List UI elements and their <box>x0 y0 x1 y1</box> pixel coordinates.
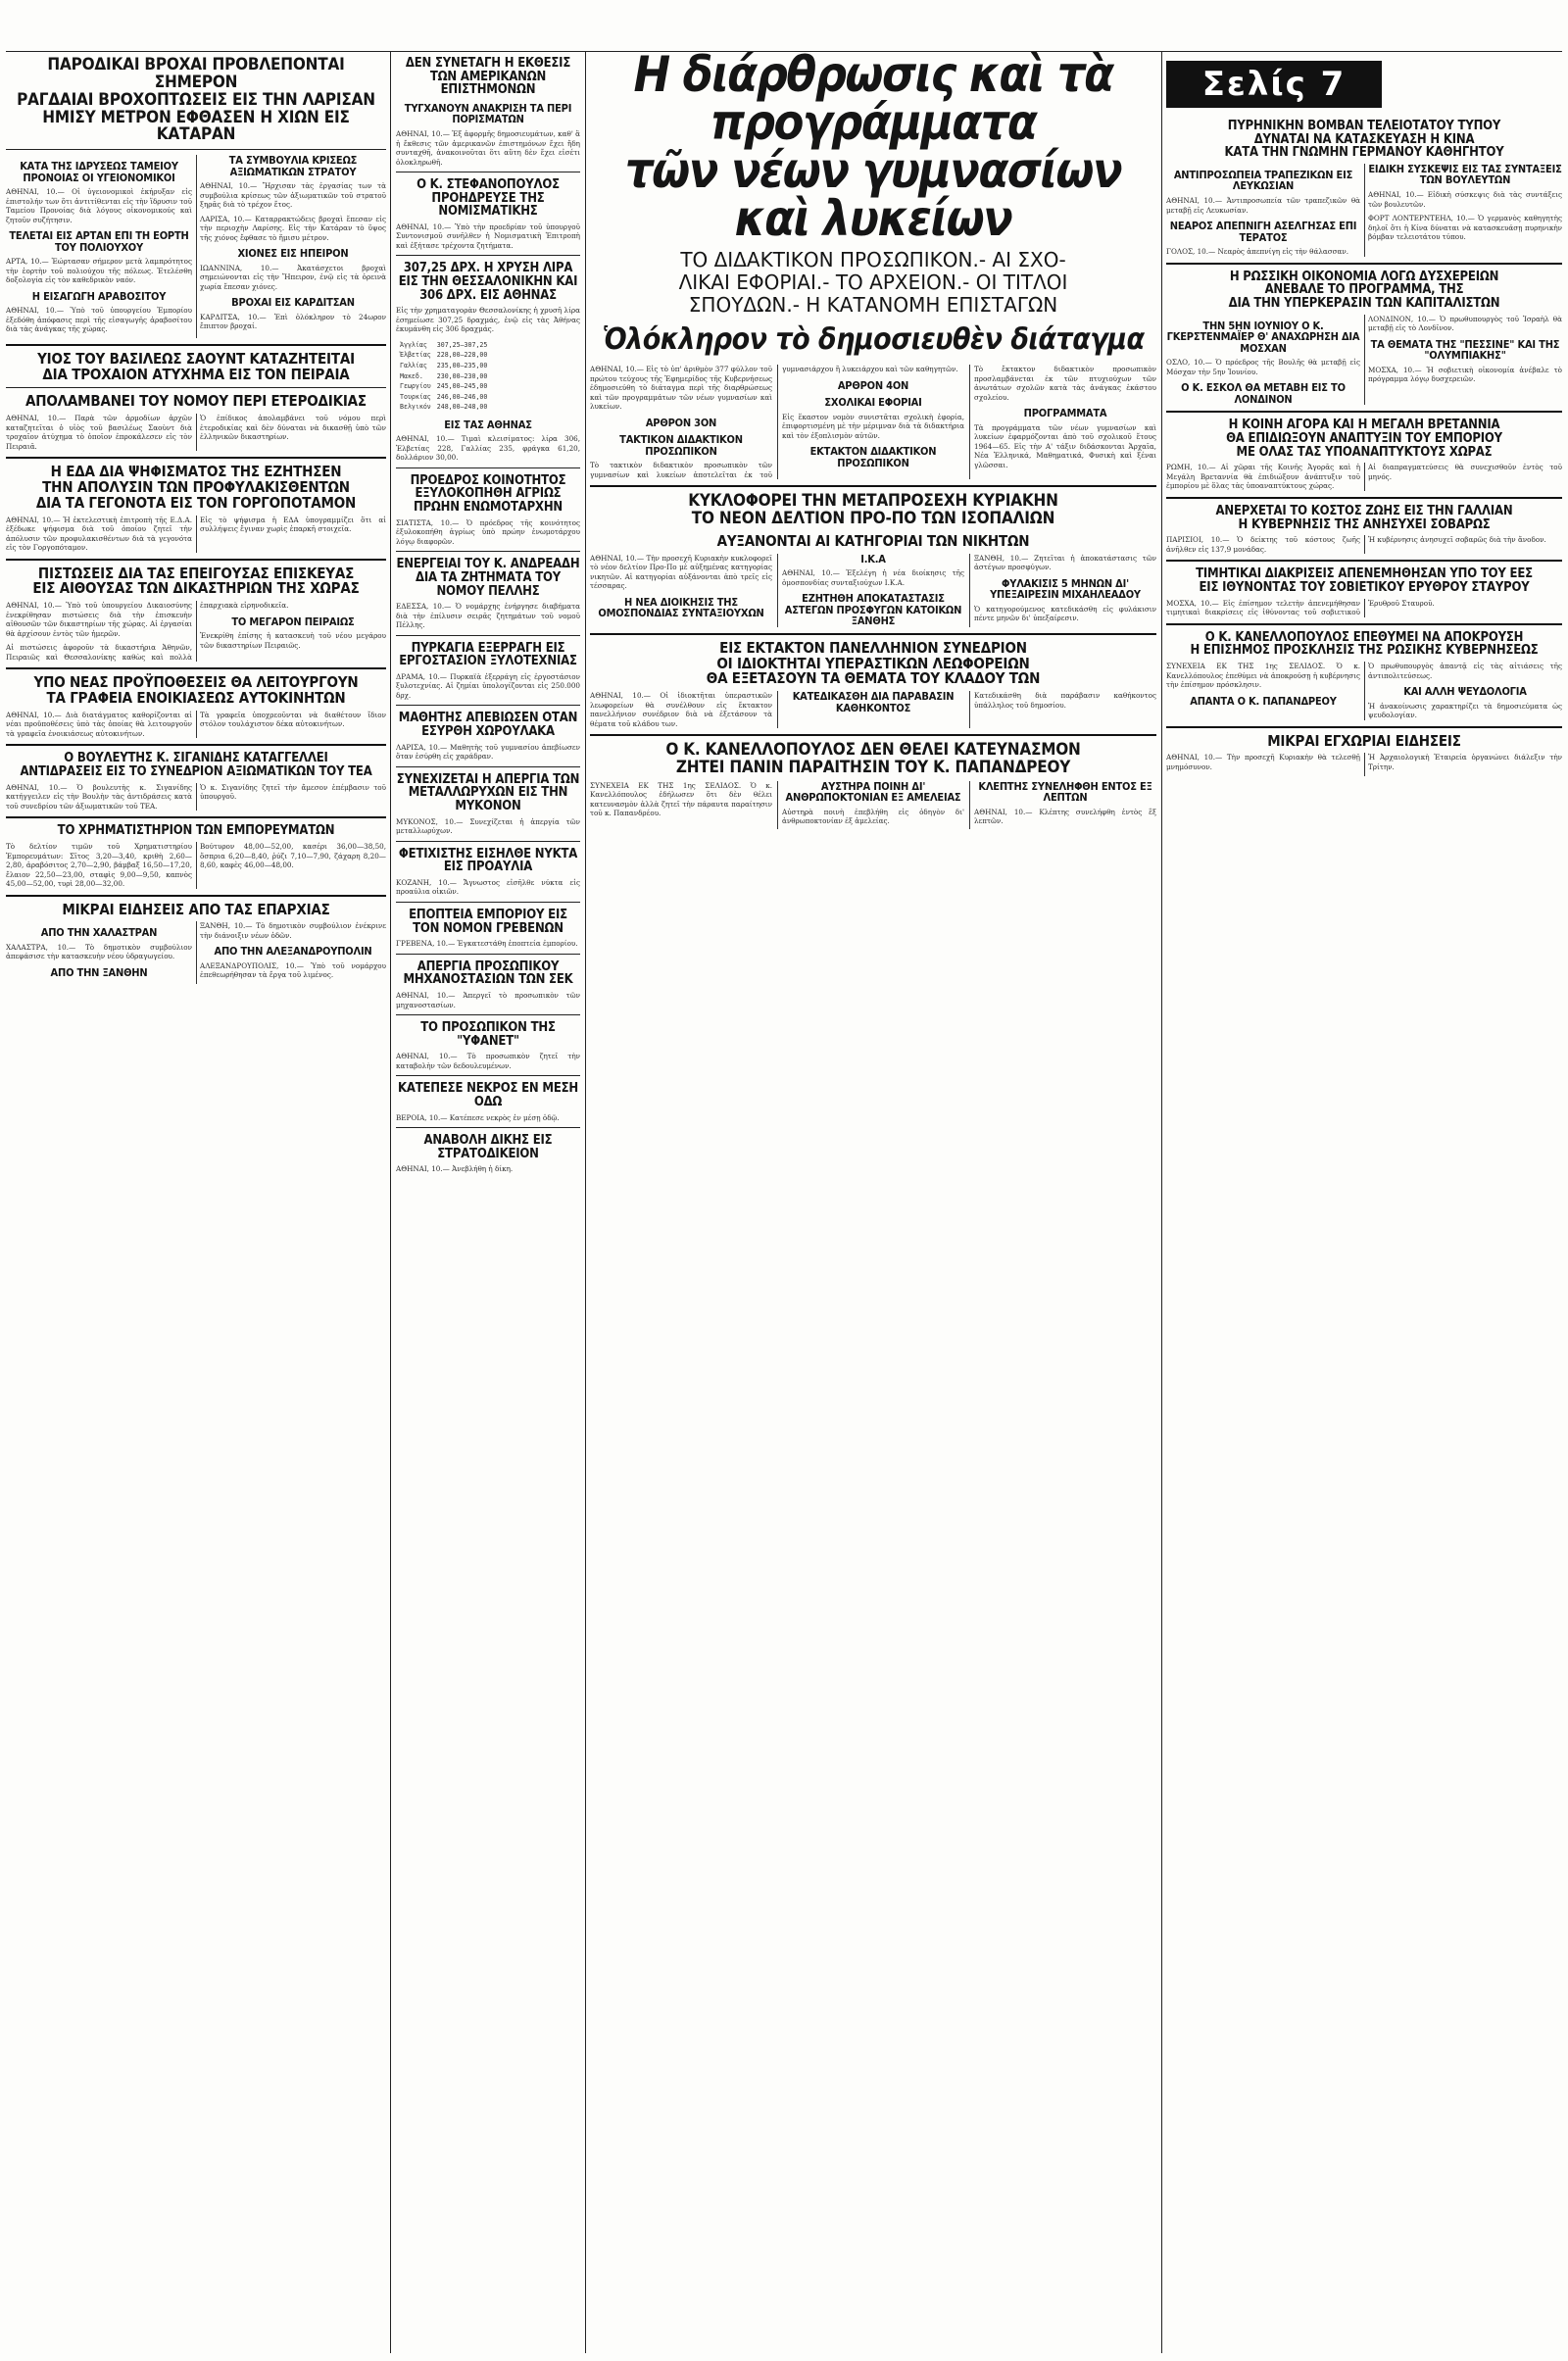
article-columns <box>1166 315 1562 406</box>
headline: ΑΥΞΑΝΟΝΤΑΙ ΑΙ ΚΑΤΗΓΟΡΙΑΙ ΤΩΝ ΝΙΚΗΤΩΝ <box>716 531 1030 550</box>
article-text: ΑΘΗΝΑΙ, 10.— Ἤρχισαν τὰς ἐργασίας των τὰ συμβούλια κρίσεως τῶν ἀξιωματικῶν τοῦ στρατοῦ ξηρᾶς διὰ τὸ τρέχον ἔτος. <box>200 181 386 210</box>
column-3 <box>590 51 1156 2353</box>
subheadline: ΚΑΙ ΑΛΛΗ ΨΕΥΔΟΛΟΓΙΑ <box>1403 685 1527 699</box>
article-text: Τὸ ἔκτακτον διδακτικὸν προσωπικὸν προσλαμβάνεται ἐκ τῶν πτυχιούχων τῶν ἀνωτάτων σχολῶν κατὰ τὰς ἀνάγκας ἑκάστου σχολείου. <box>974 365 1156 402</box>
article-text: Ἡ ἀνακοίνωσις χαρακτηρίζει τὰ δημοσιεύματα ὡς ψευδολογίαν. <box>1368 701 1562 720</box>
article-text: ΑΘΗΝΑΙ, 10.— Ἀνεβλήθη ἡ δίκη. <box>396 1164 514 1174</box>
article-columns <box>6 783 386 812</box>
article-text: ΑΘΗΝΑΙ, 10.— Ὑπὸ τοῦ ὑπουργείου Ἐμπορίου ἐξεδόθη ἀπόφασις περὶ τῆς εἰσαγωγῆς ἀραβοσίτου διὰ τὰς ἀνάγκας τῆς χώρας. <box>6 306 192 334</box>
article-columns <box>1166 535 1562 554</box>
article-text: Ἡ κυβέρνησις ἀνησυχεῖ σοβαρῶς διὰ τὴν ἄνοδον. <box>1368 535 1546 545</box>
article-columns <box>590 365 1156 479</box>
article-text: ΑΘΗΝΑΙ, 10.— Τιμαὶ κλεισίματος: λίρα 306, Ἐλβετίας 228, Γαλλίας 235, φράγκα 61,20, δολλάριον 30,00. <box>396 434 580 463</box>
price-row <box>398 382 489 391</box>
price-row <box>398 403 489 412</box>
subheadline: Η ΝΕΑ ΔΙΟΙΚΗΣΙΣ ΤΗΣ ΟΜΟΣΠΟΝΔΙΑΣ ΣΥΝΤΑΞΙΟΥΧΩΝ Ι.Κ.Α <box>598 552 886 620</box>
article-text: Βούτυρον 48,00—52,00, κασέρι 36,00—38,50, ὄσπρια 6,20—8,40, ῥύζι 7,10—7,90, ζάχαρη 8,20—8,60, καφὲς 46,00—48,00. <box>200 842 386 870</box>
subheadline: ΝΕΑΡΟΣ ΑΠΕΠΝΙΓΗ ΑΣΕΛΓΗΣΑΣ ΕΠΙ ΤΕΡΑΤΟΣ <box>1169 220 1357 244</box>
article-text: ΑΘΗΝΑΙ, 10.— Ὑπὸ τὴν προεδρίαν τοῦ ὑπουργοῦ Συντονισμοῦ συνῆλθεν ἡ Νομισματικὴ Ἐπιτροπὴ καὶ ἐξήτασε τρέχοντα ζητήματα. <box>396 221 580 250</box>
article-text: ΦΟΡΤ ΛΟΝΤΕΡΝΤΕΗΛ, 10.— Ὁ γερμανὸς καθηγητὴς δηλοῖ ὅτι ἡ Κίνα δύναται νὰ κατασκευάσῃ πυρηνικὴν βόμβαν τελειοτάτου τύπου. <box>1368 214 1562 242</box>
headline: ΑΝΕΡΧΕΤΑΙ ΤΟ ΚΟΣΤΟΣ ΖΩΗΣ ΕΙΣ ΤΗΝ ΓΑΛΛΙΑΝ Η ΚΥΒΕΡΝΗΣΙΣ ΤΗΣ ΑΝΗΣΥΧΕΙ ΣΟΒΑΡΩΣ <box>1215 503 1513 532</box>
headline: ΑΠΟΛΑΜΒΑΝΕΙ ΤΟΥ ΝΟΜΟΥ ΠΕΡΙ ΕΤΕΡΟΔΙΚΙΑΣ <box>25 392 367 411</box>
price-value: 248,00—248,00 <box>436 403 488 412</box>
article-text: ΡΩΜΗ, 10.— Αἱ χῶραι τῆς Κοινῆς Ἀγορᾶς καὶ ἡ Μεγάλη Βρεταννία θὰ ἐπιδιώξουν ἀνάπτυξιν τοῦ ἐμπορίου μὲ ὅλας τὰς ὑποαναπτύκτους χώρας. <box>1166 463 1360 491</box>
article-text: ΓΡΕΒΕΝΑ, 10.— Ἐγκατεστάθη ἐποπτεία ἐμπορίου. <box>396 939 578 949</box>
subheadline: ΕΙΔΙΚΗ ΣΥΣΚΕΨΙΣ ΕΙΣ ΤΑΣ ΣΥΝΤΑΞΕΙΣ ΤΩΝ ΒΟΥΛΕΥΤΩΝ <box>1368 162 1562 187</box>
column-4 <box>1166 114 1562 2353</box>
article-text: Τὰ γραφεῖα ὑποχρεοῦνται νὰ διαθέτουν ἴδιον στόλον τουλάχιστον δέκα αὐτοκινήτων. <box>200 710 386 729</box>
article-text: ΚΟΖΑΝΗ, 10.— Ἄγνωστος εἰσῆλθε νύκτα εἰς προαύλια οἰκιῶν. <box>396 877 580 897</box>
article-text: ΣΥΝΕΧΕΙΑ ΕΚ ΤΗΣ 1ης ΣΕΛΙΔΟΣ. Ὁ κ. Κανελλόπουλος ἐπεθύμει νὰ ἀποκρούσῃ ἡ κυβέρνησις τὴν ἐπίσημον πρόσκλησιν. <box>1166 662 1360 690</box>
price-row <box>398 372 489 381</box>
article-text: ΜΟΣΧΑ, 10.— Εἰς ἐπίσημον τελετὴν ἀπενεμήθησαν τιμητικαὶ διακρίσεις εἰς ἰθύνοντας τοῦ σοβιετικοῦ Ἐρυθροῦ Σταυροῦ. <box>1166 598 1435 617</box>
subheadline: ΑΥΣΤΗΡΑ ΠΟΙΝΗ ΔΙ' ΑΝΘΡΩΠΟΚΤΟΝΙΑΝ ΕΞ ΑΜΕΛΕΙΑΣ <box>785 779 961 805</box>
article-text: ΑΘΗΝΑΙ, 10.— Οἱ ἰδιοκτῆται ὑπεραστικῶν λεωφορείων θὰ συνέλθουν εἰς ἔκτακτον πανελλήνιον συνέδριον διὰ νὰ ἐξετάσουν τὰ θέματα τοῦ κλάδου των. <box>590 691 772 728</box>
headline: ΠΥΡΚΑΓΙΑ ΕΞΕΡΡΑΓΗ ΕΙΣ ΕΡΓΟΣΤΑΣΙΟΝ ΞΥΛΟΤΕΧΝΙΑΣ <box>399 640 577 669</box>
article-text: Κατεδικάσθη διὰ παράβασιν καθήκοντος ὑπάλληλος τοῦ δημοσίου. <box>974 691 1156 710</box>
article-text: ΣΙΑΤΙΣΤΑ, 10.— Ὁ πρόεδρος τῆς κοινότητος ἐξυλοκοπήθη ἀγρίως ὑπὸ πρώην ἐνωμοτάρχου λόγῳ διαφορῶν. <box>396 517 580 546</box>
article-columns <box>1166 599 1562 617</box>
article-columns <box>6 414 386 451</box>
headline: ΣΥΝΕΧΙΖΕΤΑΙ Η ΑΠΕΡΓΙΑ ΤΩΝ ΜΕΤΑΛΛΩΡΥΧΩΝ ΕΙΣ ΤΗΝ ΜΥΚΟΝΟΝ <box>396 771 580 814</box>
headline: ΠΙΣΤΩΣΕΙΣ ΔΙΑ ΤΑΣ ΕΠΕΙΓΟΥΣΑΣ ΕΠΙΣΚΕΥΑΣ ΕΙΣ ΑΙΘΟΥΣΑΣ ΤΩΝ ΔΙΚΑΣΤΗΡΙΩΝ ΤΗΣ ΧΩΡΑΣ <box>32 564 360 598</box>
article-columns <box>6 921 386 983</box>
subheadline: ΕΙΣ ΤΑΣ ΑΘΗΝΑΣ <box>444 418 532 431</box>
subheadline: ΕΚΤΑΚΤΟΝ ΔΙΔΑΚΤΙΚΟΝ ΠΡΟΣΩΠΙΚΟΝ <box>809 445 937 469</box>
article-text: Εἰς ἕκαστον νομὸν συνιστᾶται σχολικὴ ἐφορία, ἐπιφορτισμένη μὲ τὴν μέριμναν διὰ τὰ διδακτήρια καὶ τὸν ἐξοπλισμὸν αὐτῶν. <box>782 412 964 440</box>
subheadline: ΚΑΤΕΔΙΚΑΣΘΗ ΔΙΑ ΠΑΡΑΒΑΣΙΝ ΚΑΘΗΚΟΝΤΟΣ <box>792 690 955 714</box>
price-label: Βελγικόν <box>400 403 431 412</box>
article-text: ΜΟΣΧΑ, 10.— Ἡ σοβιετικὴ οἰκονομία ἀνέβαλε τὸ πρόγραμμα λόγῳ δυσχερειῶν. <box>1368 365 1562 384</box>
gold-price-table <box>396 339 491 414</box>
article-text: ΟΣΛΟ, 10.— Ὁ πρόεδρος τῆς Βουλῆς θὰ μεταβῇ εἰς Μόσχαν τὴν 5ην Ἰουνίου. <box>1166 358 1360 376</box>
subheadline: ΦΥΛΑΚΙΣΙΣ 5 ΜΗΝΩΝ ΔΙ' ΥΠΕΞΑΙΡΕΣΙΝ ΜΙΧΑΗΛΕΑΔΟΥ <box>990 576 1141 602</box>
article-columns <box>1166 164 1562 257</box>
headline: ΦΕΤΙΧΙΣΤΗΣ ΕΙΣΗΛΘΕ ΝΥΚΤΑ ΕΙΣ ΠΡΟΑΥΛΙΑ <box>398 846 578 875</box>
column-rule <box>585 51 586 2353</box>
article-text: ΒΕΡΟΙΑ, 10.— Κατέπεσε νεκρὸς ἐν μέσῃ ὁδῷ. <box>396 1112 560 1122</box>
headline: ΜΙΚΡΑΙ ΕΙΔΗΣΕΙΣ ΑΠΟ ΤΑΣ ΕΠΑΡΧΙΑΣ <box>62 900 330 918</box>
subheadline: ΒΡΟΧΑΙ ΕΙΣ ΚΑΡΔΙΤΣΑΝ <box>231 296 355 310</box>
article-text: Εἰς τὴν χρηματαγορὰν Θεσσαλονίκης ἡ χρυσῆ λίρα ἐσημείωσε 307,25 δραχμάς, ἐνῷ εἰς τὰς Ἀθήνας ἐκυμάνθη εἰς 306 δραχμάς. <box>396 306 580 334</box>
article-text: Τὰ προγράμματα τῶν νέων γυμνασίων καὶ λυκείων ἐφαρμόζονται ἀπὸ τοῦ σχολικοῦ ἔτους 1964—65. Εἰς τὴν Α' τάξιν διδάσκονται Ἀρχαῖα, Νέα Ἑλληνικά, Μαθηματικά, Φυσικὴ καὶ ξέναι γλῶσσαι. <box>974 422 1156 469</box>
article-columns <box>590 781 1156 829</box>
article-text: Αἱ πιστώσεις ἀφοροῦν τὰ δικαστήρια Ἀθηνῶν, Πειραιῶς καὶ Θεσσαλονίκης καθὼς καὶ πολλὰ ἐπαρχιακὰ εἰρηνοδικεῖα. <box>6 601 289 662</box>
article-columns <box>6 601 386 662</box>
article-text: ΑΘΗΝΑΙ, 10.— Ἀντιπροσωπεία τῶν τραπεζικῶν θὰ μεταβῇ εἰς Λευκωσίαν. <box>1166 196 1360 215</box>
subheadline: ΑΠΑΝΤΑ Ο Κ. ΠΑΠΑΝΔΡΕΟΥ <box>1190 694 1337 708</box>
headline: Η ΡΩΣΣΙΚΗ ΟΙΚΟΝΟΜΙΑ ΛΟΓΩ ΔΥΣΧΕΡΕΙΩΝ ΑΝΕΒΑΛΕ ΤΟ ΠΡΟΓΡΑΜΜΑ, ΤΗΣ ΔΙΑ ΤΗΝ ΥΠΕΡΚΕΡΑΣΙΝ ΤΩΝ ΚΑΠΙΤΑΛΙΣΤΩΝ <box>1228 269 1500 311</box>
headline: ΥΙΟΣ ΤΟΥ ΒΑΣΙΛΕΩΣ ΣΑΟΥΝΤ ΚΑΤΑΖΗΤΕΙΤΑΙ ΔΙΑ ΤΡΟΧΑΙΟΝ ΑΤΥΧΗΜΑ ΕΙΣ ΤΟΝ ΠΕΙΡΑΙΑ <box>37 349 355 383</box>
headline: 307,25 ΔΡΧ. Η ΧΡΥΣΗ ΛΙΡΑ ΕΙΣ ΤΗΝ ΘΕΣΣΑΛΟΝΙΚΗΝ ΚΑΙ 306 ΔΡΧ. ΕΙΣ ΑΘΗΝΑΣ <box>398 261 578 303</box>
article-text: ΑΘΗΝΑΙ, 10.— Εἰς τὸ ὑπ' ἀριθμὸν 377 φύλλον τοῦ πρώτου τεύχους τῆς Ἐφημερίδος τῆς Κυβερνήσεως ἐδημοσιεύθη τὸ διάταγμα περὶ τῆς διαρθρώσεως καὶ τῶν προγραμμάτων τῶν νέων γυμνασίων καὶ λυκείων. <box>590 365 772 411</box>
headline: Η ΚΟΙΝΗ ΑΓΟΡΑ ΚΑΙ Η ΜΕΓΑΛΗ ΒΡΕΤΑΝΝΙΑ ΘΑ ΕΠΙΔΙΩΞΟΥΝ ΑΝΑΠΤΥΞΙΝ ΤΟΥ ΕΜΠΟΡΙΟΥ ΜΕ ΟΛΑΣ ΤΑΣ ΥΠΟΑΝΑΠΤΥΚΤΟΥΣ ΧΩΡΑΣ <box>1226 418 1502 460</box>
subheadline: ΧΙΟΝΕΣ ΕΙΣ ΗΠΕΙΡΟΝ <box>237 247 349 261</box>
article-text: Ὁ κ. Σιγανίδης ζητεῖ τὴν ἄμεσον ἐπέμβασιν τοῦ ὑπουργοῦ. <box>200 782 386 802</box>
subheadline: ΤΑ ΘΕΜΑΤΑ ΤΗΣ "ΠΕΣΣΙΝΕ" ΚΑΙ ΤΗΣ "ΟΛΥΜΠΙΑΚΗΣ" <box>1370 337 1560 363</box>
article-columns <box>1166 463 1562 491</box>
article-text: ΑΘΗΝΑΙ, 10.— Τὸ προσωπικὸν ζητεῖ τὴν καταβολὴν τῶν δεδουλευμένων. <box>396 1052 580 1070</box>
article-text: ΑΘΗΝΑΙ, 10.— Ἀπεργεῖ τὸ προσωπικὸν τῶν μηχανοστασίων. <box>396 991 580 1009</box>
headline: ΑΠΕΡΓΙΑ ΠΡΟΣΩΠΙΚΟΥ ΜΗΧΑΝΟΣΤΑΣΙΩΝ ΤΩΝ ΣΕΚ <box>403 959 573 988</box>
article-text: ΑΘΗΝΑΙ, 10.— Κλέπτης συνελήφθη ἐντὸς ἓξ λεπτῶν. <box>974 807 1156 826</box>
article-text: Τὸ τακτικὸν διδακτικὸν προσωπικὸν τῶν γυμνασίων καὶ λυκείων ἀποτελεῖται ἐκ τοῦ γυμνασιάρχου ἢ λυκειάρχου καὶ τῶν καθηγητῶν. <box>590 365 958 479</box>
headline: Ο Κ. ΚΑΝΕΛΛΟΠΟΥΛΟΣ ΔΕΝ ΘΕΛΕΙ ΚΑΤΕΥΝΑΣΜΟΝ ΖΗΤΕΙ ΠΑΝΙΝ ΠΑΡΑΙΤΗΣΙΝ ΤΟΥ Κ. ΠΑΠΑΝΔΡΕΟΥ <box>665 740 1081 777</box>
price-label: Ἑλβετίας <box>400 351 431 360</box>
article-text: ΑΘΗΝΑΙ, 10.— Τὴν προσεχῆ Κυριακὴν κυκλοφορεῖ τὸ νέον δελτίον Προ-Πο μὲ αὐξημένας κατηγορίας νικητῶν. Αἱ κατηγορίαι αὐξάνονται ἀπὸ τρεῖς εἰς τέσσαρας. <box>590 553 772 591</box>
price-label: Γαλλίας <box>400 361 427 369</box>
column-2 <box>396 51 580 2353</box>
headline: ΠΑΡΟΔΙΚΑΙ ΒΡΟΧΑΙ ΠΡΟΒΛΕΠΟΝΤΑΙ ΣΗΜΕΡΟΝ ΡΑΓΔΑΙΑΙ ΒΡΟΧΟΠΤΩΣΕΙΣ ΕΙΣ ΤΗΝ ΛΑΡΙΣΑΝ ΗΜΙΣΥ ΜΕΤΡΟΝ ΕΦΘΑΣΕΝ Η ΧΙΩΝ ΕΙΣ ΚΑΤΑΡΑΝ <box>17 55 375 145</box>
subheadline: ΚΛΕΠΤΗΣ ΣΥΝΕΛΗΦΘΗ ΕΝΤΟΣ ΕΞ ΛΕΠΤΩΝ <box>978 779 1152 805</box>
article-text: ΑΘΗΝΑΙ, 10.— Διὰ διατάγματος καθορίζονται αἱ νέαι προϋποθέσεις ὑπὸ τὰς ὁποίας θὰ λειτουργοῦν τὰ γραφεῖα ἐνοικιάσεως αὐτοκινήτων. <box>6 710 192 738</box>
headline: ΕΠΟΠΤΕΙΑ ΕΜΠΟΡΙΟΥ ΕΙΣ ΤΟΝ ΝΟΜΟΝ ΓΡΕΒΕΝΩΝ <box>409 907 567 936</box>
subheadline: ΤΑΚΤΙΚΟΝ ΔΙΔΑΚΤΙΚΟΝ ΠΡΟΣΩΠΙΚΟΝ <box>619 433 743 458</box>
main-subheadline: ΤΟ ΔΙΔΑΚΤΙΚΟΝ ΠΡΟΣΩΠΙΚΟΝ.- ΑΙ ΣΧΟ- ΛΙΚΑΙ ΕΦΟΡΙΑΙ.- ΤΟ ΑΡΧΕΙΟΝ.- ΟΙ ΤΙΤΛΟΙ ΣΠΟΥΔΩΝ.- Η ΚΑΤΑΝΟΜΗ ΕΠΙΣΤΑΓΩΝ <box>678 248 1068 317</box>
subheadline: ΤΑ ΣΥΜΒΟΥΛΙΑ ΚΡΙΣΕΩΣ ΑΞΙΩΜΑΤΙΚΩΝ ΣΤΡΑΤΟΥ <box>228 154 358 178</box>
article-text: ΑΘΗΝΑΙ, 10.— Οἱ ὑγειονομικοὶ ἐκήρυξαν εἰς ἐπιστολήν των ὅτι ἀντιτίθενται εἰς τὴν ἵδρυσιν τοῦ Ταμείου Προνοίας διὰ λόγους οἰκονομικούς καὶ ζητοῦν συζήτησιν. <box>6 187 192 224</box>
article-text: ΙΩΑΝΝΙΝΑ, 10.— Ἀκατάσχετοι βροχαὶ σημειώνονται εἰς τὴν Ἤπειρον, ἐνῷ εἰς τὰ ὀρεινὰ χωρία ἔπεσαν χιόνες. <box>200 263 386 291</box>
article-text: ΛΟΝΔΙΝΟΝ, 10.— Ὁ πρωθυπουργὸς τοῦ Ἰσραὴλ θὰ μεταβῇ εἰς τὸ Λονδῖνον. <box>1368 314 1562 333</box>
article-text: ΑΘΗΝΑΙ, 10.— Ἐξ ἀφορμῆς δημοσιευμάτων, καθ' ἃ ἡ ἔκθεσις τῶν ἀμερικανῶν ἐπιστημόνων ἔχει ἤδη συνταχθῆ, ἀνακοινοῦται ὅτι αὕτη δὲν ἔχει εἰσέτι ὁλοκληρωθῆ. <box>396 129 580 167</box>
article-text: Ἡ Ἀρχαιολογικὴ Ἑταιρεία ὀργανώνει διάλεξιν τὴν Τρίτην. <box>1368 753 1562 771</box>
price-label: Τουρκίας <box>400 392 431 401</box>
price-value: 230,00—230,00 <box>436 371 488 380</box>
headline: ΜΑΘΗΤΗΣ ΑΠΕΒΙΩΣΕΝ ΟΤΑΝ ΕΣΥΡΘΗ ΧΩΡΟΥΛΑΚΑ <box>398 711 578 740</box>
headline: ΤΟ ΠΡΟΣΩΠΙΚΟΝ ΤΗΣ "ΥΦΑΝΕΤ" <box>420 1020 556 1049</box>
headline: ΠΥΡΗΝΙΚΗΝ ΒΟΜΒΑΝ ΤΕΛΕΙΟΤΑΤΟΥ ΤΥΠΟΥ ΔΥΝΑΤΑΙ ΝΑ ΚΑΤΑΣΚΕΥΑΣΗ Η ΚΙΝΑ ΚΑΤΑ ΤΗΝ ΓΝΩΜΗΝ ΓΕΡΜΑΝΟΥ ΚΑΘΗΓΗΤΟΥ <box>1224 119 1504 161</box>
subheadline: ΠΡΟΓΡΑΜΜΑΤΑ <box>1023 407 1107 419</box>
headline: ΚΥΚΛΟΦΟΡΕΙ ΤΗΝ ΜΕΤΑΠΡΟΣΕΧΗ ΚΥΡΙΑΚΗΝ ΤΟ ΝΕΟΝ ΔΕΛΤΙΟΝ ΠΡΟ-ΠΟ ΤΩΝ ΙΣΟΠΑΛΙΩΝ <box>688 491 1058 528</box>
price-row <box>398 351 489 360</box>
article-columns <box>590 691 1156 728</box>
column-rule <box>1161 51 1162 2353</box>
headline: Ο Κ. ΣΤΕΦΑΝΟΠΟΥΛΟΣ ΠΡΟΗΔΡΕΥΣΕ ΤΗΣ ΝΟΜΙΣΜΑΤΙΚΗΣ <box>416 177 560 220</box>
article-text: ΧΑΛΑΣΤΡΑ, 10.— Τὸ δημοτικὸν συμβούλιον ἀπεφάσισε τὴν κατασκευὴν νέου ὑδραγωγείου. <box>6 942 192 961</box>
article-text: ΔΡΑΜΑ, 10.— Πυρκαϊὰ ἐξερράγη εἰς ἐργοστάσιον ξυλοτεχνίας. Αἱ ζημίαι ὑπολογίζονται εἰς 250.000 δρχ. <box>396 671 580 700</box>
subheadline: ΤΕΛΕΤΑΙ ΕΙΣ ΑΡΤΑΝ ΕΠΙ ΤΗ ΕΟΡΤΗ ΤΟΥ ΠΟΛΙΟΥΧΟΥ <box>9 229 189 254</box>
headline: ΕΝΕΡΓΕΙΑΙ ΤΟΥ Κ. ΑΝΔΡΕΑΔΗ ΔΙΑ ΤΑ ΖΗΤΗΜΑΤΑ ΤΟΥ ΝΟΜΟΥ ΠΕΛΛΗΣ <box>396 557 580 599</box>
article-columns <box>6 711 386 739</box>
article-text: ΞΑΝΘΗ, 10.— Τὸ δημοτικὸν συμβούλιον ἐνέκρινε τὴν διάνοιξιν νέων ὁδῶν. <box>200 921 386 940</box>
subheadline: ΤΟ ΜΕΓΑΡΟΝ ΠΕΙΡΑΙΩΣ <box>231 615 355 628</box>
article-text: ΑΛΕΞΑΝΔΡΟΥΠΟΛΙΣ, 10.— Ὑπὸ τοῦ νομάρχου ἐπεθεωρήθησαν τὰ ἔργα τοῦ λιμένος. <box>200 960 386 980</box>
price-value: 246,00—246,00 <box>436 392 488 401</box>
main-kicker: Ὁλόκληρον τὸ δημοσιευθὲν διάταγμα <box>602 322 1145 357</box>
headline: Ο ΒΟΥΛΕΥΤΗΣ Κ. ΣΙΓΑΝΙΔΗΣ ΚΑΤΑΓΓΕΛΛΕΙ ΑΝΤΙΔΡΑΣΕΙΣ ΕΙΣ ΤΟ ΣΥΝΕΔΡΙΟΝ ΑΞΙΩΜΑΤΙΚΩΝ ΤΟΥ ΤΕΑ <box>20 751 372 780</box>
headline: Ο Κ. ΚΑΝΕΛΛΟΠΟΥΛΟΣ ΕΠΕΘΥΜΕΙ ΝΑ ΑΠΟΚΡΟΥΣΗ Η ΕΠΙΣΗΜΟΣ ΠΡΟΣΚΛΗΣΙΣ ΤΗΣ ΡΩΣΙΚΗΣ ΚΥΒΕΡΝΗΣΕΩΣ <box>1190 629 1539 659</box>
subheadline: ΑΠΟ ΤΗΝ ΞΑΝΘΗΝ <box>50 965 148 979</box>
subheadline: ΑΡΘΡΟΝ 3ΟΝ <box>645 416 717 429</box>
column-rule <box>390 51 391 2353</box>
article-columns <box>1166 753 1562 776</box>
headline: Η ΕΔΑ ΔΙΑ ΨΗΦΙΣΜΑΤΟΣ ΤΗΣ ΕΖΗΤΗΣΕΝ ΤΗΝ ΑΠΟΛΥΣΙΝ ΤΩΝ ΠΡΟΦΥΛΑΚΙΣΘΕΝΤΩΝ ΔΙΑ ΤΑ ΓΕΓΟΝΟΤΑ ΕΙΣ ΤΟΝ ΓΟΡΓΟΠΟΤΑΜΟΝ <box>35 463 357 512</box>
price-value: 228,00—228,00 <box>436 351 488 360</box>
subheadline: Η ΕΙΣΑΓΩΓΗ ΑΡΑΒΟΣΙΤΟΥ <box>31 289 167 303</box>
subheadline: ΚΑΤΑ ΤΗΣ ΙΔΡΥΣΕΩΣ ΤΑΜΕΙΟΥ ΠΡΟΝΟΙΑΣ ΟΙ ΥΓΕΙΟΝΟΜΙΚΟΙ <box>20 160 178 184</box>
price-row <box>398 341 489 350</box>
price-value: 235,00—235,00 <box>436 361 488 369</box>
price-label: Ἀγγλίας <box>400 340 427 349</box>
subheadline: ΣΧΟΛΙΚΑΙ ΕΦΟΡΙΑΙ <box>824 396 922 410</box>
article-text: ΞΑΝΘΗ, 10.— Ζητεῖται ἡ ἀποκατάστασις τῶν ἀστέγων προσφύγων. <box>974 553 1156 572</box>
headline: ΕΙΣ ΕΚΤΑΚΤΟΝ ΠΑΝΕΛΛΗΝΙΟΝ ΣΥΝΕΔΡΙΟΝ ΟΙ ΙΔΙΟΚΤΗΤΑΙ ΥΠΕΡΑΣΤΙΚΩΝ ΛΕΩΦΟΡΕΙΩΝ ΘΑ ΕΞΕΤΑΣΟΥΝ ΤΑ ΘΕΜΑΤΑ ΤΟΥ ΚΛΑΔΟΥ ΤΩΝ <box>706 638 1041 688</box>
article-text: ΑΘΗΝΑΙ, 10.— Ἐξελέγη ἡ νέα διοίκησις τῆς ὁμοσπονδίας συνταξιούχων Ι.Κ.Α. <box>782 568 964 587</box>
article-text: Ἐνεκρίθη ἐπίσης ἡ κατασκευὴ τοῦ νέου μεγάρου τῶν δικαστηρίων Πειραιῶς. <box>200 631 386 650</box>
price-row <box>398 362 489 370</box>
headline: ΔΕΝ ΣΥΝΕΤΑΓΗ Η ΕΚΘΕΣΙΣ ΤΩΝ ΑΜΕΡΙΚΑΝΩΝ ΕΠΙΣΤΗΜΟΝΩΝ <box>405 56 571 98</box>
top-rule <box>6 51 1562 52</box>
article-columns <box>6 516 386 553</box>
price-label: Γεωργίου <box>400 382 431 391</box>
headline: ΤΟ ΧΡΗΜΑΤΙΣΤΗΡΙΟΝ ΤΩΝ ΕΜΠΟΡΕΥΜΑΤΩΝ <box>57 823 335 839</box>
article-columns <box>6 842 386 889</box>
article-text: ΑΡΤΑ, 10.— Ἐώρτασαν σήμερον μετὰ λαμπρότητος τὴν ἑορτὴν τοῦ πολιούχου τῆς πόλεως. Ἐτελέσθη δοξολογία εἰς τὸν καθεδρικὸν ναόν. <box>6 257 192 285</box>
article-text: ΛΑΡΙΣΑ, 10.— Μαθητὴς τοῦ γυμνασίου ἀπεβίωσεν ὅταν ἐσύρθη εἰς χαράδραν. <box>396 742 580 762</box>
headline: ΑΝΑΒΟΛΗ ΔΙΚΗΣ ΕΙΣ ΣΤΡΑΤΟΔΙΚΕΙΟΝ <box>423 1133 553 1161</box>
main-headline: Η διάρθρωσις καὶ τὰ προγράμματα τῶν νέων γυμνασίων καὶ λυκείων <box>624 51 1122 247</box>
article-text: ΑΘΗΝΑΙ, 10.— Ὁ βουλευτὴς κ. Σιγανίδης κατήγγειλεν εἰς τὴν Βουλὴν τὰς ἀντιδράσεις κατὰ τοῦ συνεδρίου τῶν ἀξιωματικῶν τοῦ ΤΕΑ. <box>6 782 192 811</box>
article-text: ΕΔΕΣΣΑ, 10.— Ὁ νομάρχης ἐνήργησε διαβήματα διὰ τὴν ἐπίλυσιν σειρᾶς ζητημάτων τοῦ νομοῦ Πέλλης. <box>396 602 580 630</box>
article-text: ΠΑΡΙΣΙΟΙ, 10.— Ὁ δείκτης τοῦ κόστους ζωῆς ἀνῆλθεν εἰς 137,9 μονάδας. <box>1166 535 1360 554</box>
subheadline: Ο Κ. ΕΣΚΟΛ ΘΑ ΜΕΤΑΒΗ ΕΙΣ ΤΟ ΛΟΝΔΙΝΟΝ <box>1181 381 1346 406</box>
article-text: ΣΥΝΕΧΕΙΑ ΕΚ ΤΗΣ 1ης ΣΕΛΙΔΟΣ. Ὁ κ. Κανελλόπουλος ἐδήλωσεν ὅτι δὲν θέλει κατευνασμὸν ἀλλὰ ζητεῖ τὴν πάραυτα παραίτησιν τοῦ κ. Παπανδρέου. <box>590 780 772 818</box>
article-text: ΓΟΛΟΣ, 10.— Νεαρὸς ἀπεπνίγη εἰς τὴν θάλασσαν. <box>1166 247 1349 257</box>
article-text: Αὐστηρὰ ποινὴ ἐπεβλήθη εἰς ὁδηγὸν δι' ἀνθρωποκτονίαν ἐξ ἀμελείας. <box>782 807 964 826</box>
headline: ΜΙΚΡΑΙ ΕΓΧΩΡΙΑΙ ΕΙΔΗΣΕΙΣ <box>1267 731 1461 750</box>
price-label: Μακεδ. <box>400 371 423 380</box>
subheadline: ΑΡΘΡΟΝ 4ΟΝ <box>837 378 909 392</box>
article-text: ΑΘΗΝΑΙ, 10.— Τὴν προσεχῆ Κυριακὴν θὰ τελεσθῇ μνημόσυνον. <box>1166 753 1360 771</box>
article-text: ΛΑΡΙΣΑ, 10.— Καταρρακτώδεις βροχαὶ ἔπεσαν εἰς τὴν περιοχὴν Λαρίσης. Εἰς τὴν Κατάραν τὸ ὕψος τῆς χιόνος ἔφθασε τὸ ἥμισυ μέτρον. <box>200 214 386 242</box>
article-text: ΑΘΗΝΑΙ, 10.— Ἡ ἐκτελεστικὴ ἐπιτροπὴ τῆς Ε.Δ.Α. ἐξέδωκε ψήφισμα διὰ τοῦ ὁποίου ζητεῖ τὴν ἀπόλυσιν τῶν προφυλακισθέντων διὰ τὰ γεγονότα εἰς τὸν Γοργοπόταμον. <box>6 515 192 553</box>
subheadline: ΑΠΟ ΤΗΝ ΑΛΕΞΑΝΔΡΟΥΠΟΛΙΝ <box>214 945 372 959</box>
article-text: Τὸ δελτίον τιμῶν τοῦ Χρηματιστηρίου Ἐμπορευμάτων: Σῖτος 3,20—3,40, κριθὴ 2,60—2,80, ἀραβόσιτος 2,70—2,90, βάμβαξ 16,50—17,20, ἔλαιον 22,50—23,00, σταφὶς 9,00—9,50, καπνὸς 45,00—52,00, τυρὶ 28,00—32,00. <box>6 842 192 889</box>
headline: ΠΡΟΕΔΡΟΣ ΚΟΙΝΟΤΗΤΟΣ ΕΞΥΛΟΚΟΠΗΘΗ ΑΓΡΙΩΣ ΠΡΩΗΝ ΕΝΩΜΟΤΑΡΧΗΝ <box>410 472 566 516</box>
subheadline: ΑΠΟ ΤΗΝ ΧΑΛΑΣΤΡΑΝ <box>40 926 158 940</box>
article-text: ΚΑΡΔΙΤΣΑ, 10.— Ἐπὶ ὁλόκληρον τὸ 24ωρον ἔπιπτον βροχαί. <box>200 312 386 331</box>
article-text: ΜΥΚΟΝΟΣ, 10.— Συνεχίζεται ἡ ἀπεργία τῶν μεταλλωρύχων. <box>396 816 580 836</box>
article-text: Ὁ κατηγορούμενος κατεδικάσθη εἰς φυλάκισιν πέντε μηνῶν δι' ὑπεξαίρεσιν. <box>974 604 1156 623</box>
article-text: ΑΘΗΝΑΙ, 10.— Εἰδικὴ σύσκεψις διὰ τὰς συντάξεις τῶν βουλευτῶν. <box>1368 190 1562 209</box>
article-text: Ὁ πρωθυπουργὸς ἀπαντᾷ εἰς τὰς αἰτιάσεις τῆς ἀντιπολιτεύσεως. <box>1368 662 1562 680</box>
headline: ΤΙΜΗΤΙΚΑΙ ΔΙΑΚΡΙΣΕΙΣ ΑΠΕΝΕΜΗΘΗΣΑΝ ΥΠΟ ΤΟΥ ΕΕΣ ΕΙΣ ΙΘΥΝΟΝΤΑΣ ΤΟΥ ΣΟΒΙΕΤΙΚΟΥ ΕΡΥΘΡΟΥ ΣΤΑΥΡΟΥ <box>1196 566 1533 596</box>
article-text: Αἱ διαπραγματεύσεις θὰ συνεχισθοῦν ἐντὸς τοῦ μηνός. <box>1368 463 1562 481</box>
article-columns <box>590 554 1156 627</box>
page-number-badge: Σελίς 7 <box>1166 61 1382 108</box>
article-text: Εἰς τὸ ψήφισμα ἡ ΕΔΑ ὑπογραμμίζει ὅτι αἱ συλλήψεις ἔγιναν χωρὶς ἐπαρκῆ στοιχεῖα. <box>200 515 386 534</box>
column-1 <box>6 51 386 2353</box>
subheadline: ΤΗΝ 5ΗΝ ΙΟΥΝΙΟΥ Ο Κ. ΓΚΕΡΣΤΕΝΜΑΪΕΡ Θ' ΑΝΑΧΩΡΗΣΗ ΔΙΑ ΜΟΣΧΑΝ <box>1166 319 1360 355</box>
headline: ΚΑΤΕΠΕΣΕ ΝΕΚΡΟΣ ΕΝ ΜΕΣΗ ΟΔΩ <box>398 1081 578 1109</box>
article-text: Ὁ ἐπίδικος ἀπολαμβάνει τοῦ νόμου περὶ ἑτεροδικίας καὶ δὲν δύναται νὰ δικασθῇ ὑπὸ τῶν ἑλληνικῶν δικαστηρίων. <box>200 414 386 442</box>
subheadline: ΕΖΗΤΗΘΗ ΑΠΟΚΑΤΑΣΤΑΣΙΣ ΑΣΤΕΓΩΝ ΠΡΟΣΦΥΓΩΝ ΚΑΤΟΙΚΩΝ ΞΑΝΘΗΣ <box>784 592 962 628</box>
price-row <box>398 393 489 402</box>
subheadline: ΤΥΓΧΑΝΟΥΝ ΑΝΑΚΡΙΣΗ ΤΑ ΠΕΡΙ ΠΟΡΙΣΜΑΤΩΝ <box>404 101 572 126</box>
price-value: 307,25—307,25 <box>436 340 488 349</box>
article-text: ΑΘΗΝΑΙ, 10.— Ὑπὸ τοῦ ὑπουργείου Δικαιοσύνης ἐνεκρίθησαν πιστώσεις διὰ τὴν ἐπισκευὴν αἰθουσῶν τῶν δικαστηρίων τῆς χώρας. Αἱ ἐργασίαι θὰ ἀρχίσουν ἐντὸς τῶν ἡμερῶν. <box>6 601 192 638</box>
headline: ΥΠΟ ΝΕΑΣ ΠΡΟΫΠΟΘΕΣΕΙΣ ΘΑ ΛΕΙΤΟΥΡΓΟΥΝ ΤΑ ΓΡΑΦΕΙΑ ΕΝΟΙΚΙΑΣΕΩΣ ΑΥΤΟΚΙΝΗΤΩΝ <box>33 673 359 707</box>
article-columns <box>1166 662 1562 720</box>
article-text: ΑΘΗΝΑΙ, 10.— Παρὰ τῶν ἀρμοδίων ἀρχῶν καταζητεῖται ὁ υἱὸς τοῦ βασιλέως Σαοὺντ διὰ τροχαῖον ἀτύχημα τὸ ὁποῖον ἐπροκάλεσεν εἰς τὸν Πειραιᾶ. <box>6 414 192 451</box>
article-columns <box>6 155 386 338</box>
subheadline: ΑΝΤΙΠΡΟΣΩΠΕΙΑ ΤΡΑΠΕΖΙΚΩΝ ΕΙΣ ΛΕΥΚΩΣΙΑΝ <box>1173 168 1353 193</box>
price-value: 245,00—245,00 <box>436 382 488 391</box>
